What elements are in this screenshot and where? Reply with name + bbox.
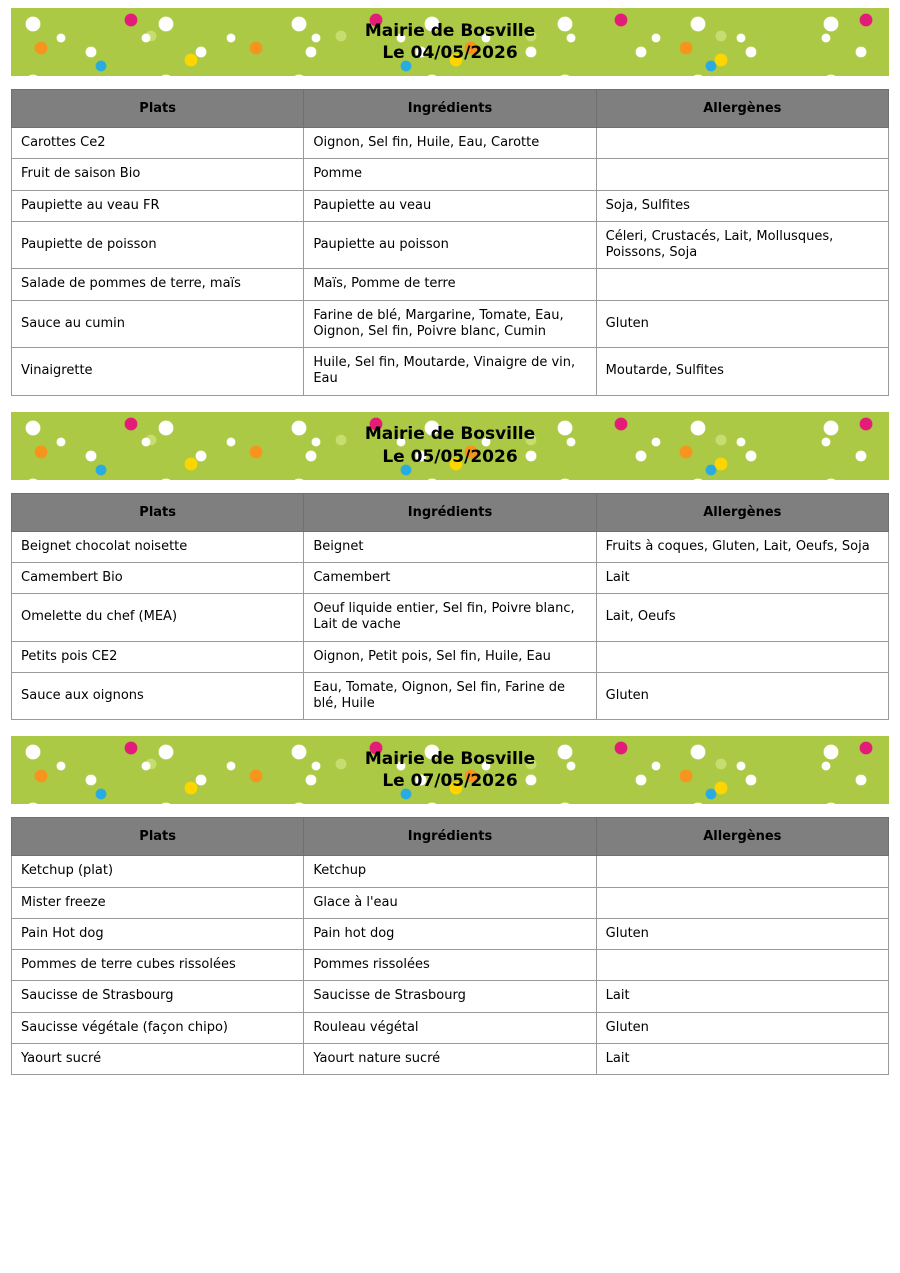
- cell-ingredients: Oignon, Sel fin, Huile, Eau, Carotte: [304, 128, 596, 159]
- cell-allergenes: Gluten: [596, 1012, 888, 1043]
- table-row: [12, 531, 889, 562]
- cell-ingredients: Pain hot dog: [304, 918, 596, 949]
- cell-ingredients: Paupiette au veau: [304, 190, 596, 221]
- table-row: [12, 1012, 889, 1043]
- cell-plat: Saucisse végétale (façon chipo): [12, 1012, 304, 1043]
- cell-plat: Yaourt sucré: [12, 1043, 304, 1074]
- table-row: [12, 269, 889, 300]
- cell-allergenes: Gluten: [596, 918, 888, 949]
- table-header-row: [12, 90, 889, 128]
- cell-allergenes: Gluten: [596, 300, 888, 348]
- banner-text: [365, 748, 535, 793]
- cell-plat: Vinaigrette: [12, 348, 304, 396]
- column-header-plats: Plats: [12, 90, 304, 128]
- cell-ingredients: Saucisse de Strasbourg: [304, 981, 596, 1012]
- cell-ingredients: Glace à l'eau: [304, 887, 596, 918]
- cell-ingredients: Eau, Tomate, Oignon, Sel fin, Farine de blé, Huile: [304, 672, 596, 720]
- cell-allergenes: [596, 128, 888, 159]
- cell-allergenes: [596, 159, 888, 190]
- banner-date: Le 07/05/2026: [382, 771, 518, 792]
- table-row: [12, 190, 889, 221]
- table-header-row: [12, 818, 889, 856]
- cell-plat: Paupiette de poisson: [12, 221, 304, 269]
- table-row: [12, 300, 889, 348]
- banner-title: Mairie de Bosville: [364, 20, 536, 41]
- column-header-plats: Plats: [12, 818, 304, 856]
- banner-title: Mairie de Bosville: [364, 424, 536, 445]
- column-header-ingredients: Ingrédients: [304, 493, 596, 531]
- cell-ingredients: Ketchup: [304, 856, 596, 887]
- table-row: [12, 562, 889, 593]
- cell-ingredients: Pomme: [304, 159, 596, 190]
- table-row: [12, 641, 889, 672]
- menu-table: [11, 493, 889, 721]
- column-header-ingredients: Ingrédients: [304, 818, 596, 856]
- menu-table: [11, 89, 889, 396]
- cell-allergenes: Lait, Oeufs: [596, 594, 888, 642]
- cell-allergenes: Soja, Sulfites: [596, 190, 888, 221]
- table-row: [12, 159, 889, 190]
- column-header-ingredients: Ingrédients: [304, 90, 596, 128]
- table-row: [12, 981, 889, 1012]
- table-row: [12, 1043, 889, 1074]
- cell-plat: Paupiette au veau FR: [12, 190, 304, 221]
- column-header-plats: Plats: [12, 493, 304, 531]
- cell-plat: Omelette du chef (MEA): [12, 594, 304, 642]
- cell-allergenes: Fruits à coques, Gluten, Lait, Oeufs, Soja: [596, 531, 888, 562]
- cell-ingredients: Maïs, Pomme de terre: [304, 269, 596, 300]
- cell-ingredients: Pommes rissolées: [304, 950, 596, 981]
- cell-plat: Camembert Bio: [12, 562, 304, 593]
- table-row: [12, 918, 889, 949]
- cell-allergenes: Lait: [596, 1043, 888, 1074]
- cell-ingredients: Yaourt nature sucré: [304, 1043, 596, 1074]
- banner-text: [365, 423, 535, 468]
- banner-date: Le 04/05/2026: [382, 43, 518, 63]
- table-row: [12, 887, 889, 918]
- cell-plat: Sauce aux oignons: [12, 672, 304, 720]
- cell-plat: Beignet chocolat noisette: [12, 531, 304, 562]
- table-header-row: [12, 493, 889, 531]
- cell-ingredients: Rouleau végétal: [304, 1012, 596, 1043]
- cell-ingredients: Beignet: [304, 531, 596, 562]
- cell-ingredients: Oignon, Petit pois, Sel fin, Huile, Eau: [304, 641, 596, 672]
- menu-section-day1: [11, 8, 889, 396]
- menu-section-day2: [11, 412, 889, 721]
- table-row: [12, 221, 889, 269]
- column-header-allergenes: Allergènes: [596, 90, 888, 128]
- cell-ingredients: Farine de blé, Margarine, Tomate, Eau, Oignon, Sel fin, Poivre blanc, Cumin: [304, 300, 596, 348]
- menu-banner: [11, 8, 889, 76]
- table-row: [12, 856, 889, 887]
- menu-banner: [11, 412, 889, 480]
- banner-date: Le 05/05/2026: [382, 446, 518, 467]
- cell-allergenes: [596, 641, 888, 672]
- banner-text: [365, 20, 535, 65]
- cell-ingredients: Huile, Sel fin, Moutarde, Vinaigre de vin, Eau: [304, 348, 596, 396]
- cell-allergenes: Lait: [596, 981, 888, 1012]
- cell-allergenes: Lait: [596, 562, 888, 593]
- cell-allergenes: Gluten: [596, 672, 888, 720]
- cell-plat: Saucisse de Strasbourg: [12, 981, 304, 1012]
- menu-table: [11, 817, 889, 1075]
- cell-allergenes: [596, 856, 888, 887]
- cell-allergenes: [596, 269, 888, 300]
- cell-plat: Pain Hot dog: [12, 918, 304, 949]
- cell-allergenes: Moutarde, Sulfites: [596, 348, 888, 396]
- table-row: [12, 594, 889, 642]
- cell-plat: Fruit de saison Bio: [12, 159, 304, 190]
- banner-title: Mairie de Bosville: [364, 748, 536, 769]
- table-row: [12, 128, 889, 159]
- cell-plat: Salade de pommes de terre, maïs: [12, 269, 304, 300]
- cell-allergenes: Céleri, Crustacés, Lait, Mollusques, Poissons, Soja: [596, 221, 888, 269]
- cell-plat: Sauce au cumin: [12, 300, 304, 348]
- column-header-allergenes: Allergènes: [596, 818, 888, 856]
- cell-allergenes: [596, 887, 888, 918]
- menu-banner: [11, 736, 889, 804]
- cell-ingredients: Oeuf liquide entier, Sel fin, Poivre blanc, Lait de vache: [304, 594, 596, 642]
- column-header-allergenes: Allergènes: [596, 493, 888, 531]
- cell-plat: Ketchup (plat): [12, 856, 304, 887]
- cell-plat: Mister freeze: [12, 887, 304, 918]
- menu-section-day3: [11, 736, 889, 1075]
- cell-ingredients: Paupiette au poisson: [304, 221, 596, 269]
- cell-plat: Carottes Ce2: [12, 128, 304, 159]
- cell-plat: Petits pois CE2: [12, 641, 304, 672]
- cell-allergenes: [596, 950, 888, 981]
- cell-plat: Pommes de terre cubes rissolées: [12, 950, 304, 981]
- cell-ingredients: Camembert: [304, 562, 596, 593]
- table-row: [12, 950, 889, 981]
- table-row: [12, 672, 889, 720]
- table-row: [12, 348, 889, 396]
